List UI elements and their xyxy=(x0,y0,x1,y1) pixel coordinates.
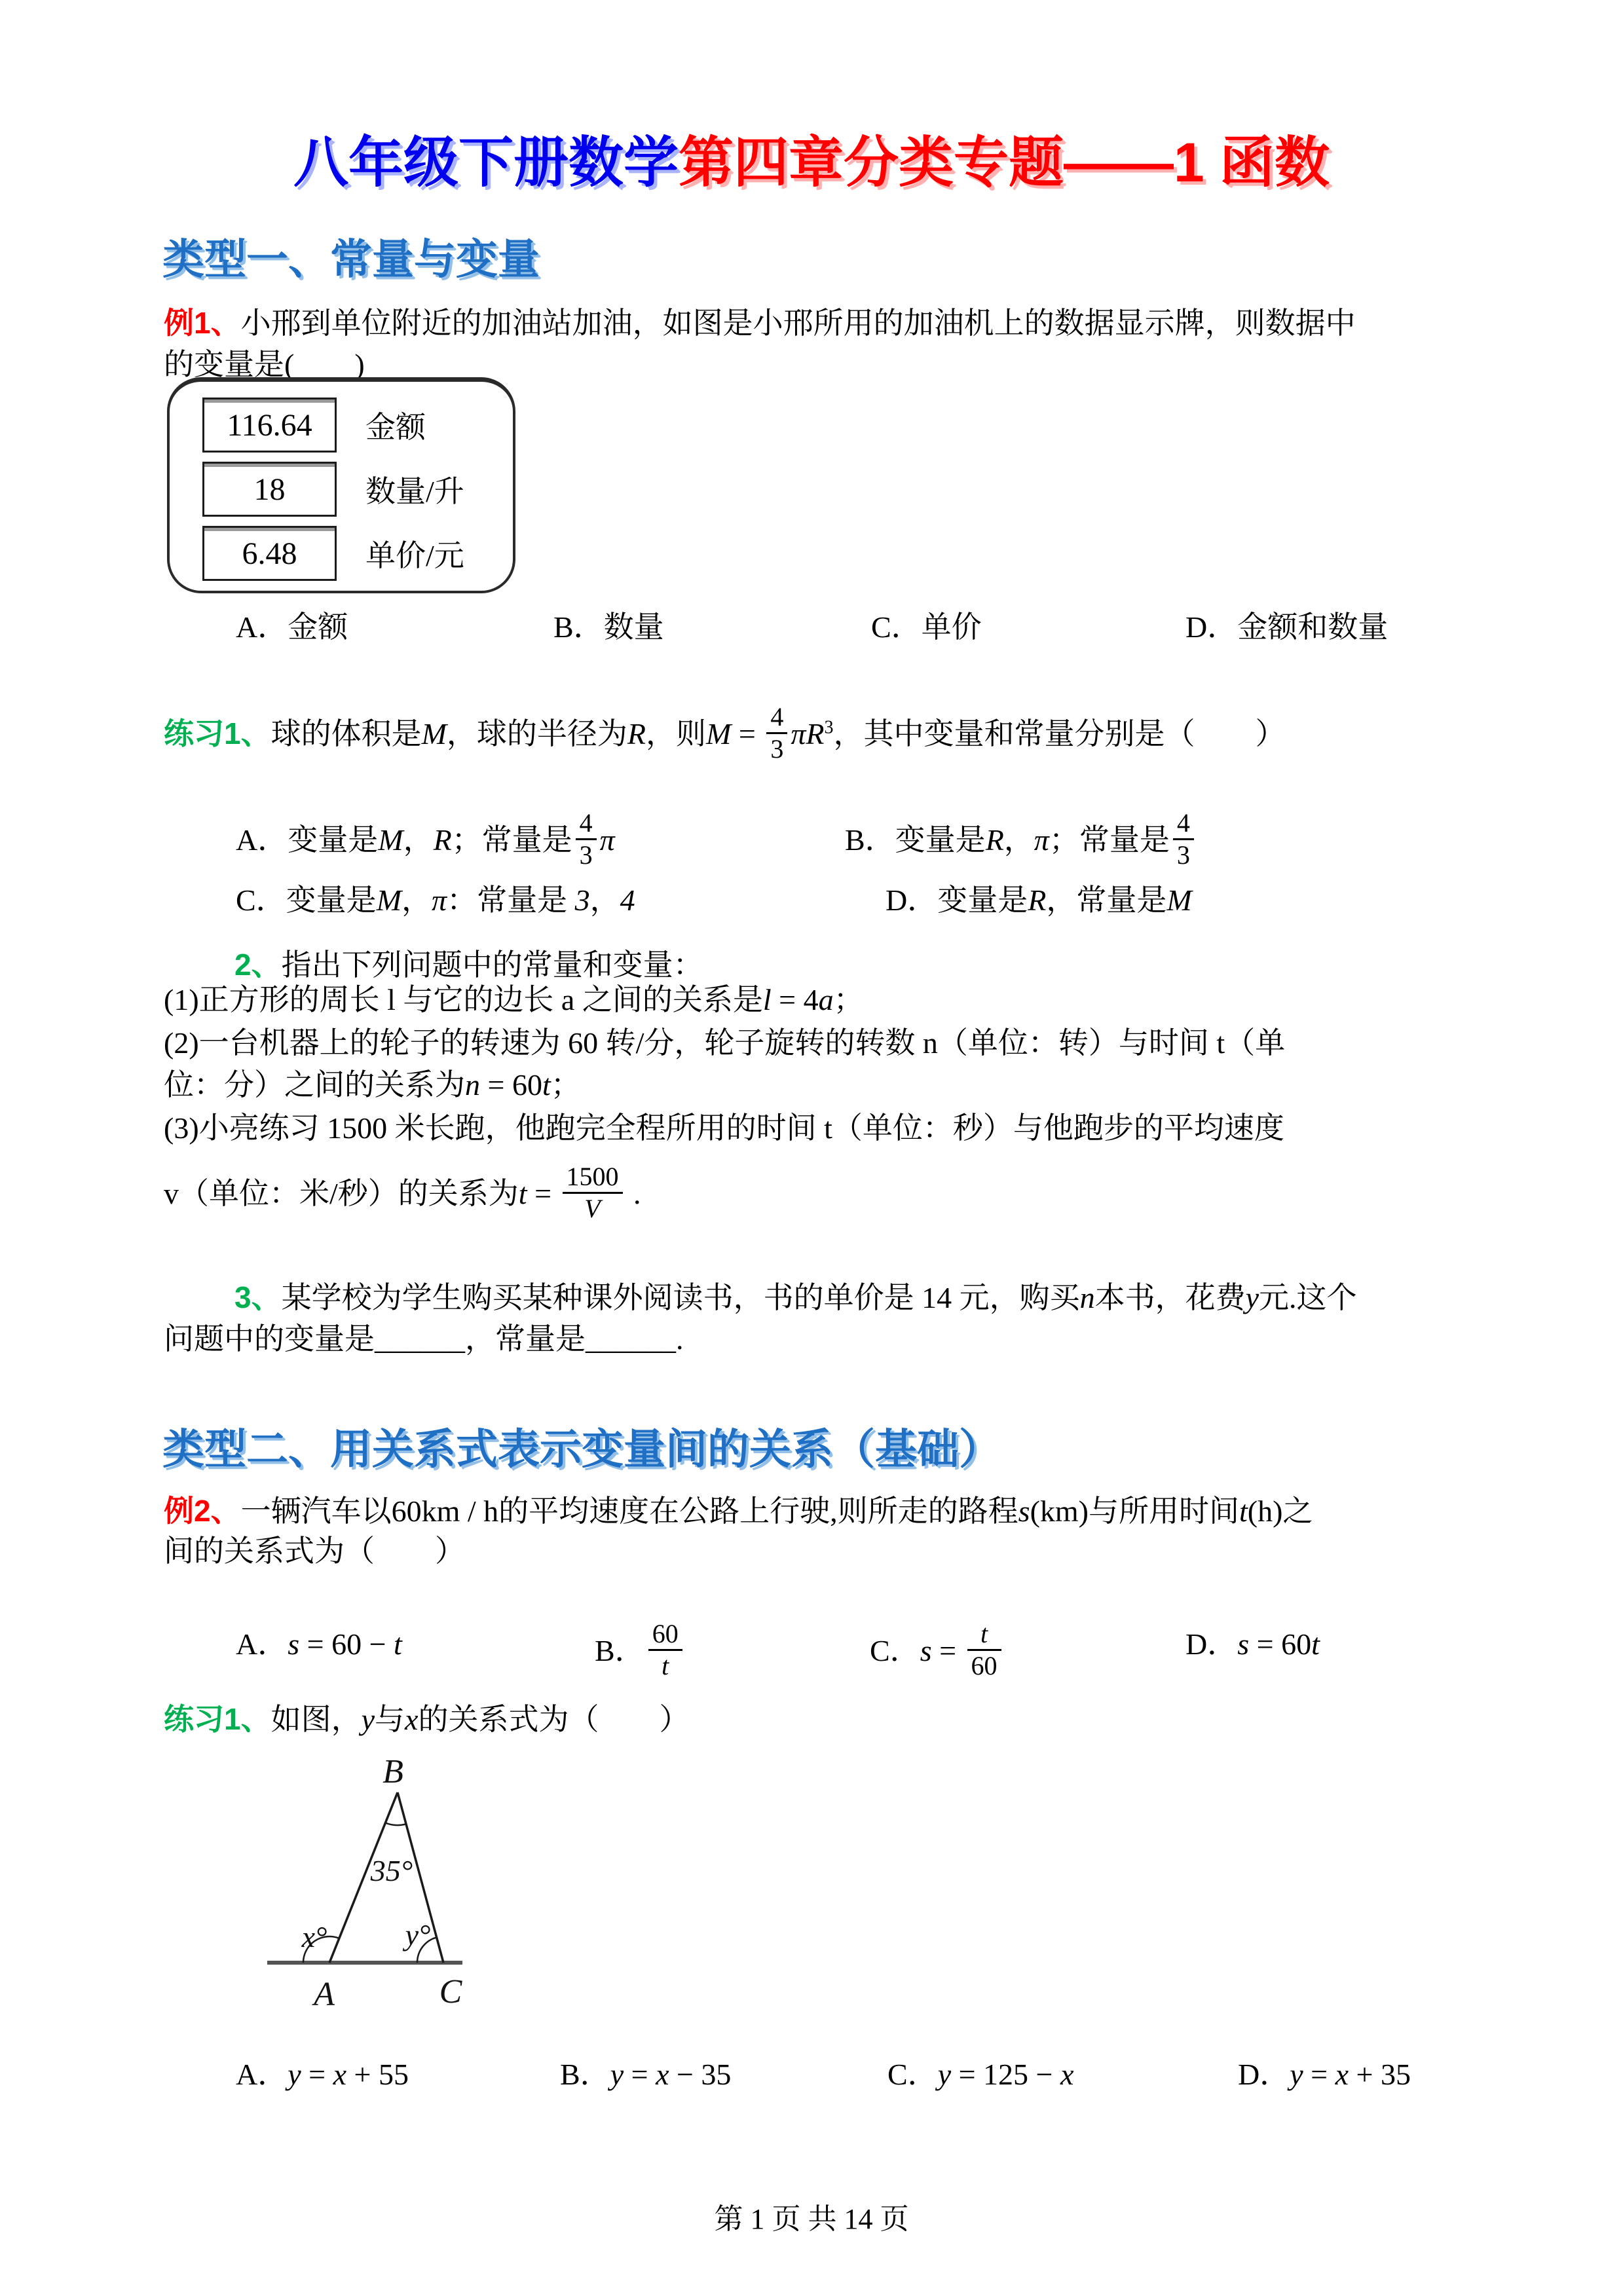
fuel-amount-value: 116.64 xyxy=(227,407,312,443)
choice-pr2-c: C．y = 125 − x xyxy=(887,2058,1074,2091)
problem3-line2: 问题中的变量是______，常量是______. xyxy=(164,1322,684,1356)
practice2-text: 练习1、如图，y与x的关系式为（ ） xyxy=(164,1702,690,1736)
fuel-value-box xyxy=(202,462,337,517)
section-heading-type2: 类型二、用关系式表示变量间的关系（基础） xyxy=(162,1426,1001,1473)
section-heading-type1: 类型一、常量与变量 xyxy=(162,236,540,283)
fuel-display-row-quantity xyxy=(202,462,513,517)
title-chapter-part: 第四章分类专题——1 函数 xyxy=(678,132,1330,193)
choice-pr1-d: D．变量是R，常量是M xyxy=(886,883,1192,917)
choice-ex1-d: D．金额和数量 xyxy=(1185,610,1389,644)
choice-pr2-d: D．y = x + 35 xyxy=(1238,2058,1411,2091)
fuel-amount-label: 金额 xyxy=(365,411,426,444)
problem2-part2-line1: (2)一台机器上的轮子的转速为 60 转/分，轮子旋转的转数 n（单位：转）与时间 t（单 xyxy=(164,1026,1286,1060)
problem2-part1: (1)正方形的周长 l 与它的边长 a 之间的关系是l = 4a； xyxy=(164,983,864,1016)
choice-pr2-b: B．y = x − 35 xyxy=(560,2058,732,2091)
fuel-display-figure xyxy=(167,377,515,593)
fuel-price-value: 6.48 xyxy=(242,536,297,571)
choice-pr1-b: B．变量是R，π；常量是 $\frac{4}{3}$ xyxy=(845,812,1197,874)
example1-text-line1: 例1、小邢到单位附近的加油站加油，如图是小邢所用的加油机上的数据显示牌，则数据中 xyxy=(164,306,1356,340)
vertex-b-label: B xyxy=(382,1755,403,1790)
title-grade-part: 八年级下册数学 xyxy=(293,132,679,193)
problem2-part3-line1: (3)小亮练习 1500 米长跑，他跑完全程所用的时间 t（单位：秒）与他跑步的平均速度 xyxy=(164,1111,1284,1145)
fuel-quantity-label: 数量/升 xyxy=(365,475,464,508)
choice-ex2-b: B． $\frac{60}{t}$ xyxy=(595,1623,686,1685)
problem2-part2-line2: 位：分）之间的关系为n = 60t； xyxy=(164,1068,581,1102)
problem2-part3-line2: v（单位：米/秒）的关系为t = $\frac{1500}{V}$ . xyxy=(164,1162,641,1223)
fuel-value-box xyxy=(202,398,337,453)
document-title xyxy=(0,130,1623,195)
choice-ex2-c: C．s = $\frac{t}{60}$ xyxy=(870,1623,1005,1685)
angle-arc-b xyxy=(385,1823,406,1826)
choice-pr2-a: A．y = x + 55 xyxy=(236,2058,409,2091)
page-number-footer: 第 1 页 共 14 页 xyxy=(714,2203,909,2235)
choice-ex2-a: A．s = 60 − t xyxy=(236,1627,402,1661)
angle-b-value-label: 35° xyxy=(370,1854,413,1887)
choice-ex1-c: C．单价 xyxy=(871,610,982,644)
fuel-display-row-price xyxy=(202,526,513,581)
fuel-display-row-amount xyxy=(202,398,513,453)
angle-x-label: x° xyxy=(301,1920,327,1953)
choice-ex1-b: B．数量 xyxy=(553,610,664,644)
example1-text-line2: 的变量是( ) xyxy=(164,348,365,381)
fuel-value-box xyxy=(202,526,337,581)
choice-ex2-d: D．s = 60t xyxy=(1185,1627,1320,1661)
choice-pr1-c: C．变量是M，π：常量是 3，4 xyxy=(236,883,635,917)
angle-y-label: y° xyxy=(405,1918,431,1952)
problem2-intro: 2、指出下列问题中的常量和变量： xyxy=(234,948,703,982)
vertex-a-label: A xyxy=(314,1976,335,2013)
problem3-line1: 3、某学校为学生购买某种课外阅读书，书的单价是 14 元，购买n本书，花费y元.这个 xyxy=(234,1280,1357,1314)
fuel-quantity-value: 18 xyxy=(253,472,286,507)
choice-ex1-a: A．金额 xyxy=(236,610,348,644)
example2-text-line2: 间的关系式为（ ） xyxy=(164,1534,465,1568)
choice-pr1-a: A．变量是M，R；常量是 $\frac{4}{3}$ π xyxy=(236,808,615,870)
vertex-c-label: C xyxy=(439,1973,462,2010)
fuel-price-label: 单价/元 xyxy=(365,539,464,572)
triangle-figure xyxy=(249,1755,478,2030)
practice1-text: 练习1、球的体积是M，球的半径为R，则M = $\frac{4}{3}$ $\pi R^3$，其中变量和常量分别是（ ） xyxy=(164,702,1286,764)
example2-text-line1: 例2、一辆汽车以60km / h的平均速度在公路上行驶,则所走的路程s(km)与所用时间t(h)之 xyxy=(164,1494,1313,1528)
